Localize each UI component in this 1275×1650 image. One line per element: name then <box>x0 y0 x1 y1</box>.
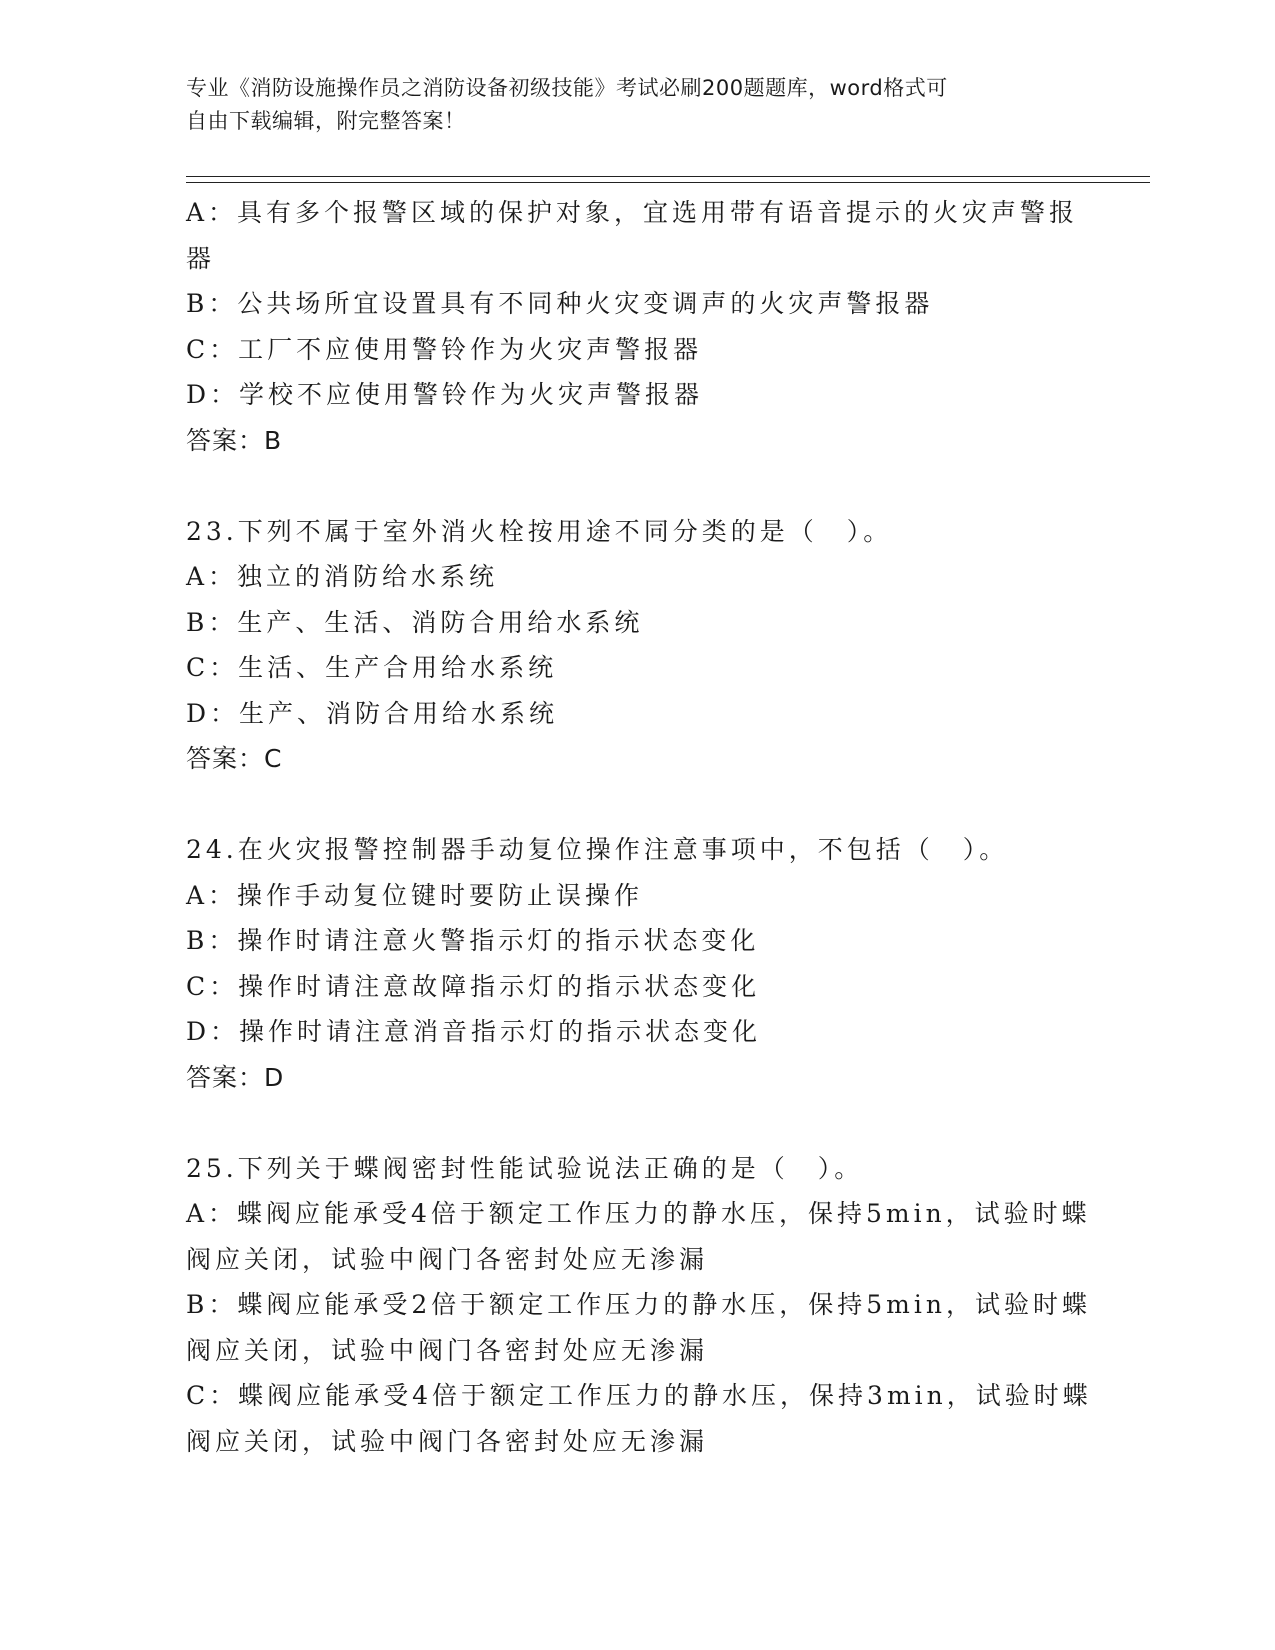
question-24 <box>186 827 1086 1100</box>
q25-option-a-line-1: A：蝶阀应能承受4倍于额定工作压力的静水压，保持5min，试验时蝶 <box>186 1199 1091 1228</box>
header-title-line-2: 自由下载编辑，附完整答案！ <box>186 109 466 133</box>
header-title-line-1: 专业《消防设施操作员之消防设备初级技能》考试必刷200题题库，word格式可 <box>186 76 948 100</box>
q25-option-c-line-1: C：蝶阀应能承受4倍于额定工作压力的静水压，保持3min，试验时蝶 <box>186 1381 1092 1410</box>
spacer <box>186 463 1086 509</box>
header-divider-bottom <box>186 182 1150 183</box>
q22-option-a-line-1: A：具有多个报警区域的保护对象，宜选用带有语音提示的火灾声警报 <box>186 198 1079 227</box>
question-25 <box>186 1146 1092 1465</box>
q24-option-a: A：操作手动复位键时要防止误操作 <box>186 880 644 910</box>
q23-option-b: B：生产、生活、消防合用给水系统 <box>186 607 644 637</box>
q24-answer: 答案：D <box>186 1062 285 1092</box>
q22-option-a-line-2: 器 <box>186 243 216 273</box>
q23-option-a: A：独立的消防给水系统 <box>186 562 499 591</box>
q23-answer: 答案：C <box>186 744 283 773</box>
question-22 <box>186 190 1086 463</box>
q24-question: 24.在火灾报警控制器手动复位操作注意事项中，不包括（ ）。 <box>186 835 1009 864</box>
q23-option-d: D：生产、消防合用给水系统 <box>186 698 559 728</box>
q24-option-d: D：操作时请注意消音指示灯的指示状态变化 <box>186 1017 762 1046</box>
q25-question: 25.下列关于蝶阀密封性能试验说法正确的是（ ）。 <box>186 1153 864 1183</box>
header-divider-top <box>186 176 1150 177</box>
q23-option-c: C：生活、生产合用给水系统 <box>186 653 558 682</box>
q24-option-b: B：操作时请注意火警指示灯的指示状态变化 <box>186 926 760 955</box>
q22-option-d: D：学校不应使用警铃作为火灾声警报器 <box>186 380 704 409</box>
spacer <box>186 1100 1086 1146</box>
spacer <box>186 782 1086 828</box>
q24-option-c: C：操作时请注意故障指示灯的指示状态变化 <box>186 971 761 1001</box>
question-list <box>186 190 1092 1464</box>
q25-option-b-line-1: B：蝶阀应能承受2倍于额定工作压力的静水压，保持5min，试验时蝶 <box>186 1290 1091 1319</box>
q22-answer: 答案：B <box>186 425 283 455</box>
q25-option-b-line-2: 阀应关闭，试验中阀门各密封处应无渗漏 <box>186 1335 709 1365</box>
q25-option-c-line-2: 阀应关闭，试验中阀门各密封处应无渗漏 <box>186 1426 709 1456</box>
question-23 <box>186 509 1086 782</box>
q22-option-b: B：公共场所宜设置具有不同种火灾变调声的火灾声警报器 <box>186 289 934 318</box>
q25-option-a-line-2: 阀应关闭，试验中阀门各密封处应无渗漏 <box>186 1244 709 1274</box>
document-header <box>186 72 1066 138</box>
q22-option-c: C：工厂不应使用警铃作为火灾声警报器 <box>186 334 703 364</box>
q23-question: 23.下列不属于室外消火栓按用途不同分类的是（ ）。 <box>186 516 893 546</box>
